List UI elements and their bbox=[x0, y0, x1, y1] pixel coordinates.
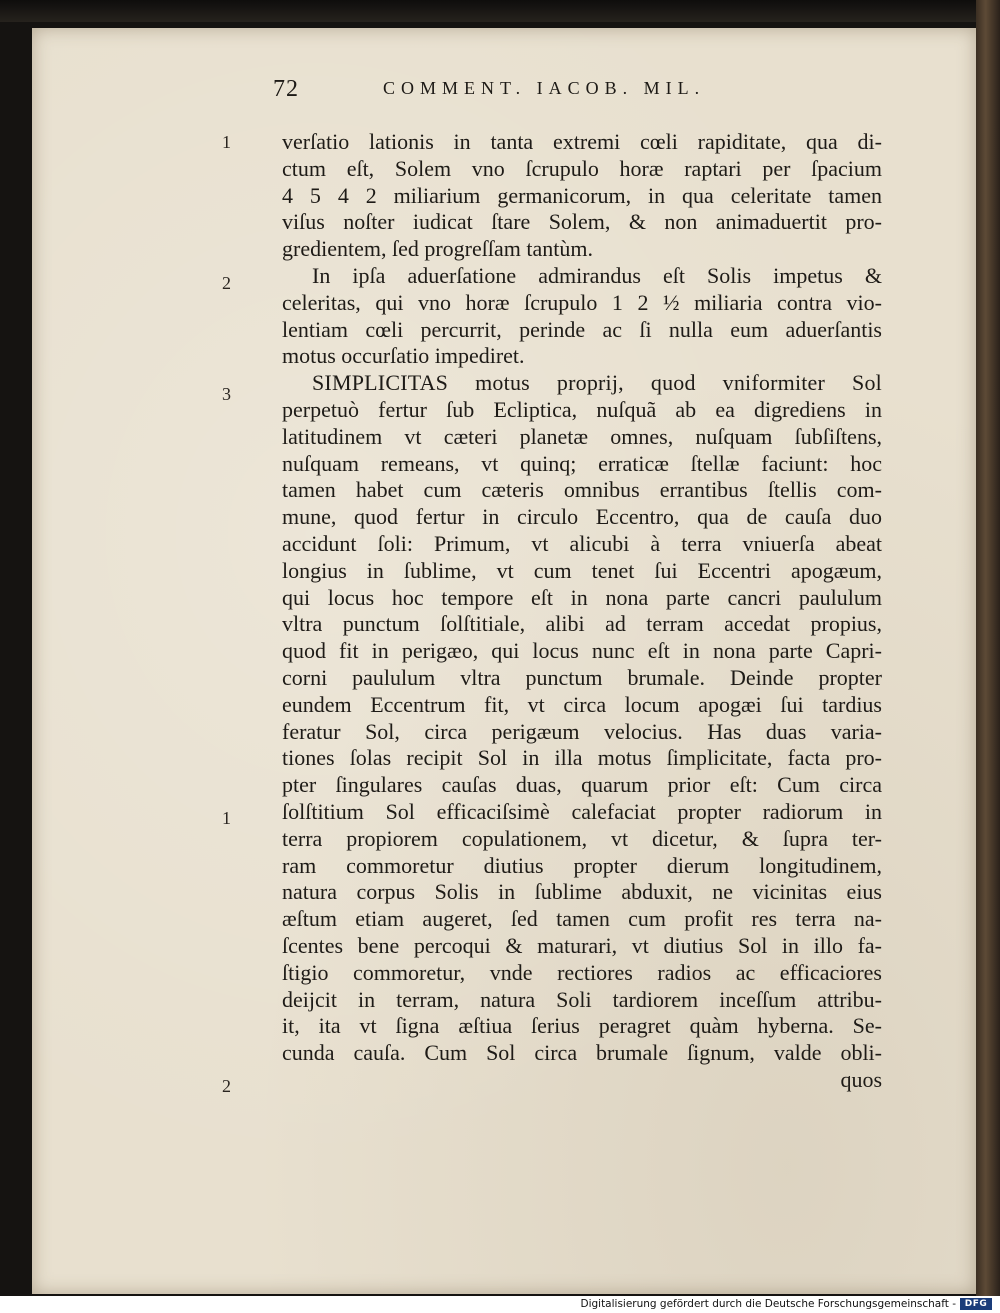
text-line: In ipſa aduerſatione admirandus eſt Solis impetus & bbox=[312, 262, 882, 288]
scan-top-edge bbox=[0, 0, 1000, 22]
margin-number: 2 bbox=[222, 1076, 231, 1096]
digitization-footer bbox=[0, 1296, 1000, 1313]
text-line: ſtigio commoretur, vnde rectiores radios ac efficaciores bbox=[282, 959, 882, 985]
text-line: corni paululum vltra punctum brumale. Deinde propter bbox=[282, 664, 882, 690]
text-line: viſus noſter iudicat ſtare Solem, & non animaduertit pro- bbox=[282, 209, 882, 235]
page-number: 72 bbox=[273, 76, 299, 102]
text-line: ſcentes bene percoqui & maturari, vt diutius Sol in illo fa- bbox=[282, 932, 882, 958]
text-line: SIMPLICITAS motus proprij, quod vniformiter Sol bbox=[312, 370, 882, 396]
text-line: ctum eſt, Solem vno ſcrupulo horæ raptari per ſpacium bbox=[282, 155, 882, 181]
text-line: deijcit in terram, natura Soli tardiorem inceſſum attribu- bbox=[282, 986, 882, 1012]
text-line: vltra punctum ſolſtitiale, alibi ad terram accedat propius, bbox=[282, 611, 882, 637]
text-line: ram commoretur diutius propter dierum longitudinem, bbox=[282, 852, 882, 878]
text-line: it, ita vt ſigna æſtiua ſerius peragret quàm hyberna. Se- bbox=[282, 1013, 882, 1039]
text-line: lentiam cœli percurrit, perinde ac ſi nulla eum aduerſantis bbox=[282, 316, 882, 342]
text-line: pter ſingulares cauſas duas, quarum prior eſt: Cum circa bbox=[282, 772, 882, 798]
text-line: motus occurſatio impediret. bbox=[282, 343, 525, 369]
text-line: celeritas, qui vno horæ ſcrupulo 1 2 ½ miliaria contra vio- bbox=[282, 289, 882, 315]
margin-number: 1 bbox=[222, 132, 231, 152]
text-line: quod fit in perigæo, qui locus nunc eſt in nona parte Capri- bbox=[282, 638, 882, 664]
text-line: qui locus hoc tempore eſt in nona parte cancri paululum bbox=[282, 584, 882, 610]
text-line: latitudinem vt cæteri planetæ omnes, nuſquam ſubſiſtens, bbox=[282, 423, 882, 449]
margin-number: 1 bbox=[222, 808, 231, 828]
text-line: cunda cauſa. Cum Sol circa brumale ſignum, valde obli- bbox=[282, 1040, 882, 1066]
text-line: longius in ſublime, vt cum tenet ſui Eccentri apogæum, bbox=[282, 557, 882, 583]
text-line: gredientem, ſed progreſſam tantùm. bbox=[282, 236, 593, 262]
margin-number: 3 bbox=[222, 384, 231, 404]
text-line: accidunt ſoli: Primum, vt alicubi à terra vniuerſa abeat bbox=[282, 530, 882, 556]
dfg-logo: DFG bbox=[960, 1298, 992, 1310]
text-line: 4 5 4 2 miliarium germanicorum, in qua celeritate tamen bbox=[282, 182, 882, 208]
text-line: natura corpus Solis in ſublime abduxit, ne vicinitas eius bbox=[282, 879, 882, 905]
text-line: terra propiorem copulationem, vt dicetur, & ſupra ter- bbox=[282, 825, 882, 851]
body-text bbox=[282, 129, 882, 1094]
text-line: tamen habet cum cæteris omnibus errantibus ſtellis com- bbox=[282, 477, 882, 503]
text-line: tiones ſolas recipit Sol in illa motus ſimplicitate, facta pro- bbox=[282, 745, 882, 771]
text-line: verſatio lationis in tanta extremi cœli rapiditate, qua di- bbox=[282, 129, 882, 154]
running-head: COMMENT. IACOB. MIL. bbox=[383, 78, 706, 98]
text-line: æſtum etiam augeret, ſed tamen cum profit res terra na- bbox=[282, 906, 882, 932]
text-line: ſolſtitium Sol efficaciſsimè calefaciat propter radiorum in bbox=[282, 798, 882, 824]
funding-notice: Digitalisierung gefördert durch die Deutsche Forschungsgemeinschaft - bbox=[580, 1298, 956, 1310]
text-line: feratur Sol, circa perigæum velocius. Has duas varia- bbox=[282, 718, 882, 744]
text-line: perpetuò fertur ſub Ecliptica, nuſquã ab ea digrediens in bbox=[282, 396, 882, 422]
text-line: nuſquam remeans, vt quinq; erraticæ ſtellæ faciunt: hoc bbox=[282, 450, 882, 476]
page-header bbox=[273, 76, 833, 116]
catchword: quos bbox=[840, 1066, 882, 1092]
text-line: mune, quod fertur in circulo Eccentro, qua de cauſa duo bbox=[282, 504, 882, 530]
book-edge bbox=[976, 0, 1000, 1296]
text-line: eundem Eccentrum fit, vt circa locum apogæi ſui tardius bbox=[282, 691, 882, 717]
margin-number: 2 bbox=[222, 273, 231, 293]
